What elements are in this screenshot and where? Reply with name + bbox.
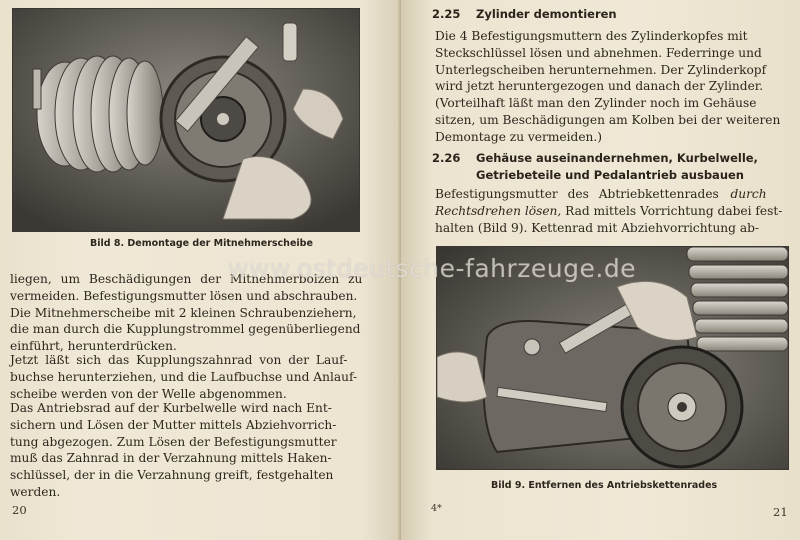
page-number-left: 20 — [12, 503, 27, 517]
text-line: einführt, herunterdrücken. — [10, 339, 177, 354]
text-line: vermeiden. Befestigungsmutter lösen und abschrauben. — [10, 288, 358, 303]
text-line: buchse herunterziehen, und die Laufbuchse und Anlauf- — [10, 369, 358, 384]
text-line: sitzen, um Beschädigungen am Kolben bei der weiteren — [435, 112, 781, 127]
text-line: (Vorteilhaft läßt man den Zylinder noch im Gehäuse — [435, 96, 757, 111]
watermark: www.ostdeutsche-fahrzeuge.de — [228, 254, 637, 283]
left-paragraph-3 — [10, 400, 362, 501]
left-paragraph-1 — [10, 271, 362, 355]
text-line: halten (Bild 9). Kettenrad mit Abziehvorrichtung ab- — [435, 220, 760, 235]
text-line: Jetzt läßt sich das Kupplungszahnrad von der Lauf- — [10, 353, 348, 367]
page-number-right: 21 — [773, 505, 788, 519]
text-italic: durch — [730, 187, 767, 201]
text-line: scheibe werden von der Welle abgenommen. — [10, 386, 287, 401]
section-2-26-body — [435, 186, 787, 236]
section-title: Zylinder demontieren — [476, 7, 617, 21]
section-number: 2.26 — [432, 151, 461, 165]
section-number: 2.25 — [432, 7, 461, 21]
text-line: schlüssel, der in die Verzahnung greift, festgehalten — [10, 468, 334, 483]
figure-8-photo — [12, 8, 360, 232]
text-italic: Rechtsdrehen lösen, — [435, 203, 562, 218]
text-line: Das Antriebsrad auf der Kurbelwelle wird nach Ent- — [10, 401, 332, 415]
text-segment: Rad mittels Vorrichtung dabei fest- — [565, 203, 783, 218]
text-segment: Befestigungsmutter des Abtriebkettenrades — [435, 187, 719, 201]
figure-8-caption: Bild 8. Demontage der Mitnehmerscheibe — [90, 238, 313, 249]
text-line: Unterlegscheiben herunternehmen. Der Zylinderkopf — [435, 62, 767, 77]
text-line: die man durch die Kupplungstrommel gegenüberliegend — [10, 322, 361, 337]
text-line: wird jetzt heruntergezogen und danach der Zylinder. — [435, 79, 764, 94]
text-line: tung abgezogen. Zum Lösen der Befestigungsmutter — [10, 434, 337, 449]
section-2-25-body — [435, 28, 787, 146]
text-line: sichern und Lösen der Mutter mittels Abziehvorrich- — [10, 417, 337, 432]
text-line: muß das Zahnrad in der Verzahnung mittels Haken- — [10, 451, 332, 466]
text-line: Die Mitnehmerscheibe mit 2 kleinen Schraubenziehern, — [10, 305, 357, 320]
section-title-line-1: Gehäuse auseinandernehmen, Kurbelwelle, — [476, 151, 758, 165]
signature-mark: 4* — [431, 503, 442, 514]
section-title-line-2: Getriebeteile und Pedalantrieb ausbauen — [476, 168, 744, 182]
section-2-26-heading — [432, 150, 758, 166]
left-paragraph-2 — [10, 352, 362, 402]
text-line: Steckschlüssel lösen und abnehmen. Federringe und — [435, 45, 762, 60]
section-2-25-heading — [432, 6, 617, 22]
text-line — [435, 203, 787, 220]
section-2-26-heading-line-2 — [476, 167, 744, 183]
text-line — [435, 186, 787, 203]
text-line: Demontage zu vermeiden.) — [435, 129, 603, 144]
figure-9-caption: Bild 9. Entfernen des Antriebskettenrades — [491, 480, 718, 491]
text-line: liegen, um Beschädigungen der Mitnehmerbolzen zu — [10, 272, 363, 286]
text-line: werden. — [10, 484, 61, 499]
text-line: Die 4 Befestigungsmuttern des Zylinderkopfes mit — [435, 29, 748, 43]
